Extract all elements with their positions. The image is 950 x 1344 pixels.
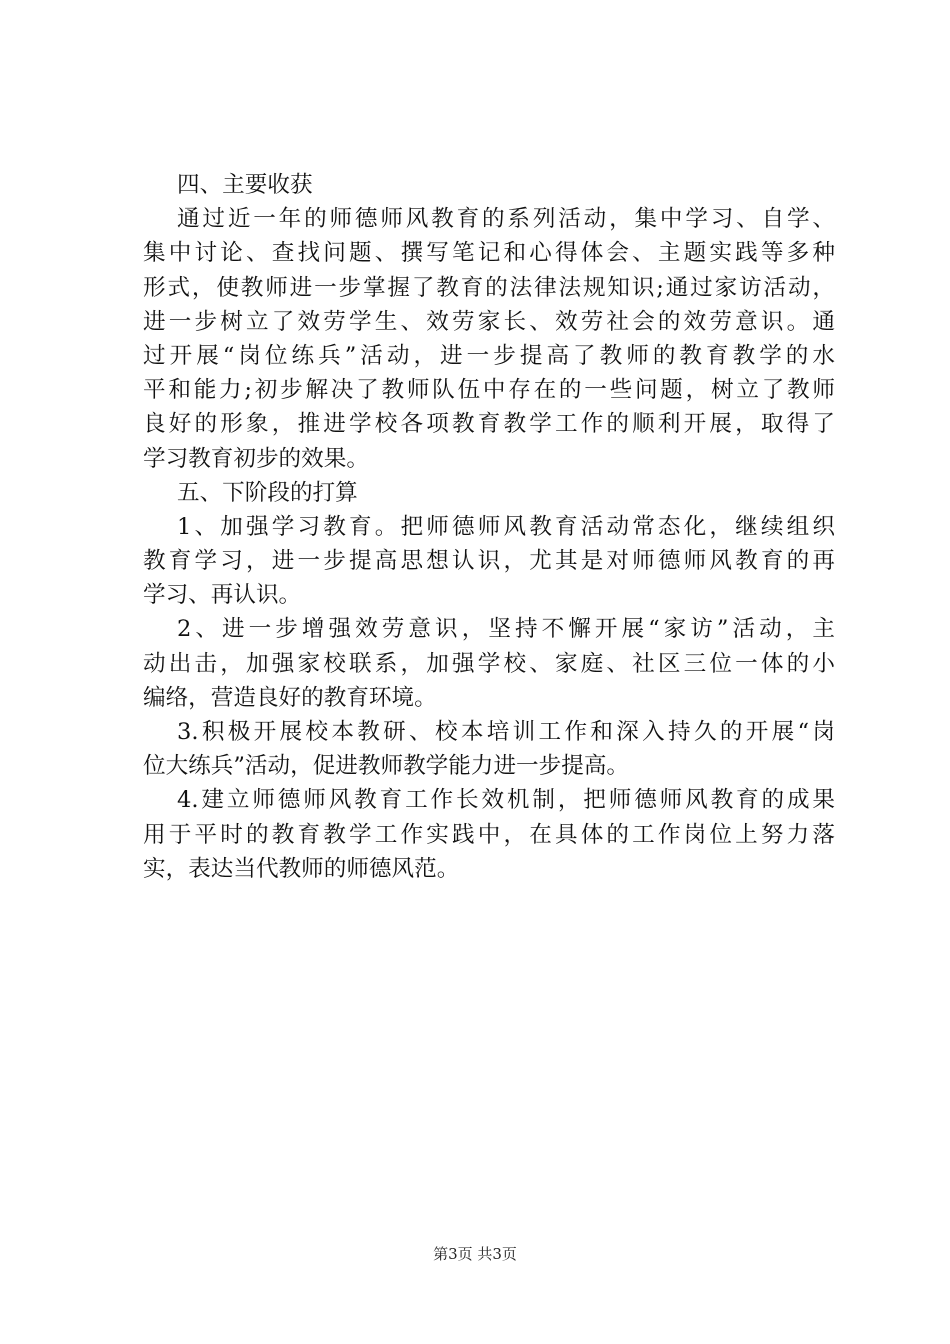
paragraph-line: 平和能力;初步解决了教师队伍中存在的一些问题，树立了教师: [143, 377, 835, 404]
plan-item-3: [143, 715, 835, 783]
paragraph-line: 形式，使教师进一步掌握了教育的法律法规知识;通过家访活动，: [143, 274, 835, 301]
paragraph-line: 1、加强学习教育。把师德师风教育活动常态化，继续组织: [177, 513, 835, 540]
paragraph-line: 用于平时的教育教学工作实践中，在具体的工作岗位上努力落: [143, 821, 835, 848]
paragraph-line: 通过近一年的师德师风教育的系列活动，集中学习、自学、: [177, 206, 835, 233]
paragraph-line: 编络，营造良好的教育环境。: [143, 684, 437, 711]
paragraph-line: 学习、再认识。: [143, 582, 302, 609]
paragraph-line: 4.建立师德师风教育工作长效机制，把师德师风教育的成果: [177, 787, 835, 814]
paragraph-line: 学习教育初步的效果。: [143, 445, 369, 472]
page-number-footer: 第3页 共3页: [433, 1245, 517, 1263]
section-heading-next-plan: 五、下阶段的打算: [177, 479, 358, 506]
paragraph-line: 过开展“岗位练兵”活动，进一步提高了教师的教育教学的水: [143, 342, 835, 369]
paragraph-line: 进一步树立了效劳学生、效劳家长、效劳社会的效劳意识。通: [143, 308, 835, 335]
plan-item-1: [143, 510, 835, 613]
paragraph-line: 良好的形象，推进学校各项教育教学工作的顺利开展，取得了: [143, 411, 835, 438]
paragraph-line: 位大练兵”活动，促进教师教学能力进一步提高。: [143, 753, 630, 780]
paragraph-line: 2、进一步增强效劳意识，坚持不懈开展“家访”活动，主: [177, 616, 835, 643]
paragraph-main-gains: [143, 202, 835, 476]
document-body: [143, 168, 835, 886]
plan-item-4: [143, 783, 835, 886]
plan-item-2: [143, 612, 835, 715]
section-heading-main-gains: 四、主要收获: [177, 172, 313, 198]
paragraph-line: 教育学习，进一步提高思想认识，尤其是对师德师风教育的再: [143, 548, 835, 575]
paragraph-line: 集中讨论、查找问题、撰写笔记和心得体会、主题实践等多种: [143, 240, 835, 267]
paragraph-line: 实，表达当代教师的师德风范。: [143, 855, 460, 882]
paragraph-line: 动出击，加强家校联系，加强学校、家庭、社区三位一体的小: [143, 650, 835, 677]
paragraph-line: 3.积极开展校本教研、校本培训工作和深入持久的开展“岗: [177, 719, 835, 745]
